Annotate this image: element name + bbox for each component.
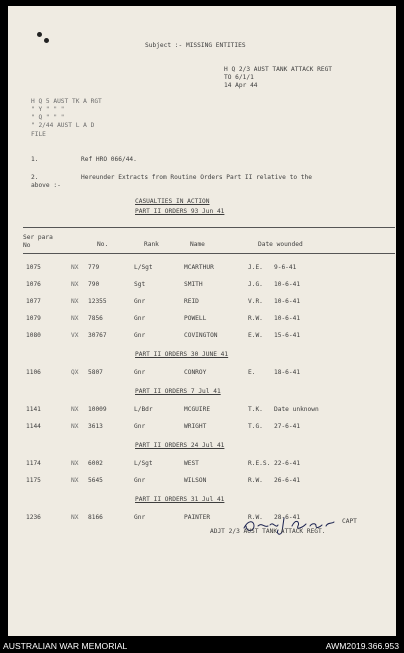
cell-no: 30767 [88,332,107,339]
cell-name: COVINGTON [184,332,218,339]
cell-rank: L/Bdr [134,406,153,413]
orders-heading: PART II ORDERS 7 Jul 41 [135,388,221,395]
cell-ser: 1141 [26,406,41,413]
cell-pre: NX [71,264,79,271]
cell-name: REID [184,298,199,305]
archive-reference: AWM2019.366.953 [325,641,399,651]
cell-date: Date unknown [274,406,319,413]
section-title: CASUALTIES IN ACTION [135,198,210,205]
cell-ser: 1080 [26,332,41,339]
cell-ser: 1077 [26,298,41,305]
cell-pre: NX [71,423,79,430]
column-header-name: Name [190,241,205,248]
cell-init: E. [248,369,256,376]
cell-date: 15-6-41 [274,332,301,339]
cell-rank: Gnr [134,298,146,305]
cell-rank: Gnr [134,514,146,521]
cell-name: PAINTER [184,514,211,521]
distribution-line: " 2/44 AUST L A D [31,122,95,129]
distribution-line: " Y " " " [31,106,65,113]
cell-rank: L/Sgt [134,460,153,467]
cell-init: T.G. [248,423,263,430]
cell-pre: NX [71,477,79,484]
column-header-rank: Rank [144,241,159,248]
cell-pre: NX [71,460,79,467]
cell-pre: NX [71,514,79,521]
distribution-line: " Q " " " [31,114,65,121]
distribution-line: H Q 5 AUST TK A RGT [31,98,102,105]
para-number: 1. [31,156,39,163]
cell-init: R.W. [248,477,263,484]
file-reference: TO 6/1/1 [224,74,254,81]
cell-ser: 1175 [26,477,41,484]
cell-name: WILSON [184,477,207,484]
cell-name: SMITH [184,281,203,288]
table-header-rule [23,253,395,254]
cell-date: 27-6-41 [274,423,301,430]
cell-no: 790 [88,281,100,288]
cell-rank: Gnr [134,477,146,484]
cell-no: 779 [88,264,100,271]
cell-no: 5645 [88,477,103,484]
cell-name: POWELL [184,315,207,322]
cell-rank: Gnr [134,315,146,322]
cell-rank: Gnr [134,423,146,430]
cell-date: 10-6-41 [274,298,301,305]
cell-date: 22-6-41 [274,460,301,467]
cell-pre: NX [71,298,79,305]
cell-pre: NX [71,315,79,322]
cell-no: 12355 [88,298,107,305]
orders-heading: PART II ORDERS 93 Jun 41 [135,208,225,215]
column-header-no: No. [97,241,109,248]
cell-pre: NX [71,406,79,413]
cell-init: J.G. [248,281,263,288]
cell-no: 7856 [88,315,103,322]
cell-rank: Sgt [134,281,146,288]
orders-heading: PART II ORDERS 31 Jul 41 [135,496,225,503]
punch-hole [37,32,42,37]
cell-ser: 1075 [26,264,41,271]
cell-rank: Gnr [134,332,146,339]
cell-pre: VX [71,332,79,339]
cell-init: T.K. [248,406,263,413]
subject-line: Subject :- MISSING ENTITIES [145,42,246,49]
cell-name: WRIGHT [184,423,207,430]
cell-date: 28-6-41 [274,514,301,521]
cell-date: 9-6-41 [274,264,297,271]
cell-name: WEST [184,460,199,467]
signatory-unit: ADJT 2/3 AUST TANK ATTACK REGT. [210,528,326,535]
cell-init: R.W. [248,315,263,322]
para-number: 2. [31,174,39,181]
column-header-date: Date wounded [258,241,303,248]
cell-ser: 1076 [26,281,41,288]
cell-rank: Gnr [134,369,146,376]
cell-init: E.W. [248,332,263,339]
cell-rank: L/Sgt [134,264,153,271]
cell-date: 10-6-41 [274,315,301,322]
orders-heading: PART II ORDERS 24 Jul 41 [135,442,225,449]
archive-footer [0,637,404,653]
document-page [8,6,396,636]
cell-date: 18-6-41 [274,369,301,376]
cell-ser: 1106 [26,369,41,376]
cell-ser: 1144 [26,423,41,430]
cell-ser: 1079 [26,315,41,322]
cell-init: J.E. [248,264,263,271]
document-date: 14 Apr 44 [224,82,258,89]
column-header-ser: Ser para No [23,234,53,249]
cell-no: 6002 [88,460,103,467]
table-top-rule [23,227,395,228]
cell-date: 10-6-41 [274,281,301,288]
cell-init: R.E.S. [248,460,271,467]
para-text: above :- [31,182,61,189]
cell-date: 26-6-41 [274,477,301,484]
cell-ser: 1236 [26,514,41,521]
cell-no: 8166 [88,514,103,521]
cell-name: CONROY [184,369,207,376]
para-text: Hereunder Extracts from Routine Orders Part II relative to the [81,174,312,181]
cell-no: 10009 [88,406,107,413]
cell-ser: 1174 [26,460,41,467]
cell-init: R.W. [248,514,263,521]
cell-init: V.R. [248,298,263,305]
cell-no: 5807 [88,369,103,376]
archive-name: AUSTRALIAN WAR MEMORIAL [3,641,128,651]
signatory-rank: CAPT [342,518,357,525]
cell-pre: QX [71,369,79,376]
punch-hole [44,38,49,43]
para-text: Ref HRO 066/44. [81,156,137,163]
distribution-line: FILE [31,131,46,138]
cell-name: MCARTHUR [184,264,214,271]
cell-no: 3613 [88,423,103,430]
orders-heading: PART II ORDERS 30 JUNE 41 [135,351,229,358]
cell-name: MCGUIRE [184,406,211,413]
unit-heading: H Q 2/3 AUST TANK ATTACK REGT [224,66,333,73]
cell-pre: NX [71,281,79,288]
